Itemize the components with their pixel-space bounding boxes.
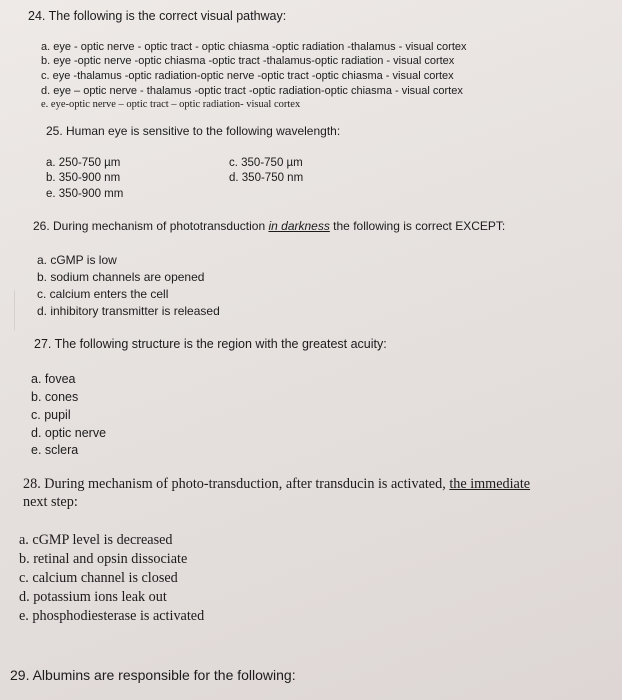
q28-stem-start: 28. During mechanism of photo-transduction, after transducin is activated,: [23, 476, 450, 492]
q26-option-c: c. calcium enters the cell: [37, 287, 169, 301]
q27-option-b: b. cones: [31, 390, 79, 404]
q25-option-b: b. 350-900 nm: [46, 172, 121, 184]
q28-option-b: b. retinal and opsin dissociate: [19, 551, 188, 567]
q26-option-a: a. cGMP is low: [37, 253, 117, 267]
q28-stem-emphasis: the immediate: [449, 476, 531, 492]
q26-option-d: d. inhibitory transmitter is released: [37, 304, 220, 318]
q27-option-a: a. fovea: [31, 372, 76, 386]
q26-stem-emphasis: in darkness: [268, 219, 330, 233]
q28-option-d: d. potassium ions leak out: [19, 589, 167, 605]
q27-stem: 27. The following structure is the region with the greatest acuity:: [34, 337, 387, 351]
q24-option-d: d. eye – optic nerve - thalamus -optic tract -optic radiation-optic chiasma - visual cortex: [41, 85, 463, 97]
q28-option-e: e. phosphodiesterase is activated: [19, 608, 205, 624]
q25-stem: 25. Human eye is sensitive to the following wavelength:: [46, 124, 341, 138]
q29-stem: 29. Albumins are responsible for the following:: [10, 667, 296, 683]
q24-option-c: c. eye -thalamus -optic radiation-optic nerve -optic tract -optic chiasma - visual cortex: [41, 70, 454, 82]
q28-option-a: a. cGMP level is decreased: [19, 532, 173, 548]
q26-option-b: b. sodium channels are opened: [37, 270, 205, 284]
q28-stem-line2: next step:: [23, 494, 78, 510]
q27-option-e: e. sclera: [31, 443, 79, 457]
q25-option-a: a. 250-750 µm: [46, 157, 121, 169]
q24-option-b: b. eye -optic nerve -optic chiasma -optic tract -thalamus-optic radiation - visual cortex: [41, 55, 455, 67]
q27-option-c: c. pupil: [31, 408, 71, 422]
q28-stem: [23, 476, 530, 493]
q25-option-c: c. 350-750 µm: [229, 157, 303, 169]
q24-option-a: a. eye - optic nerve - optic tract - optic chiasma -optic radiation -thalamus - visual cortex: [41, 41, 467, 53]
q27-option-d: d. optic nerve: [31, 426, 107, 440]
q26-stem-start: 26. During mechanism of phototransduction: [33, 219, 269, 233]
q26-stem-end: the following is correct EXCEPT:: [329, 219, 506, 233]
q24-option-e: e. eye-optic nerve – optic tract – optic radiation- visual cortex: [41, 99, 301, 110]
q25-option-d: d. 350-750 nm: [229, 172, 304, 184]
q26-stem: [33, 219, 505, 233]
q25-option-e: e. 350-900 mm: [46, 188, 124, 200]
q28-option-c: c. calcium channel is closed: [19, 570, 178, 586]
page-fold-shadow: [0, 282, 15, 331]
q24-stem: 24. The following is the correct visual pathway:: [28, 9, 287, 23]
